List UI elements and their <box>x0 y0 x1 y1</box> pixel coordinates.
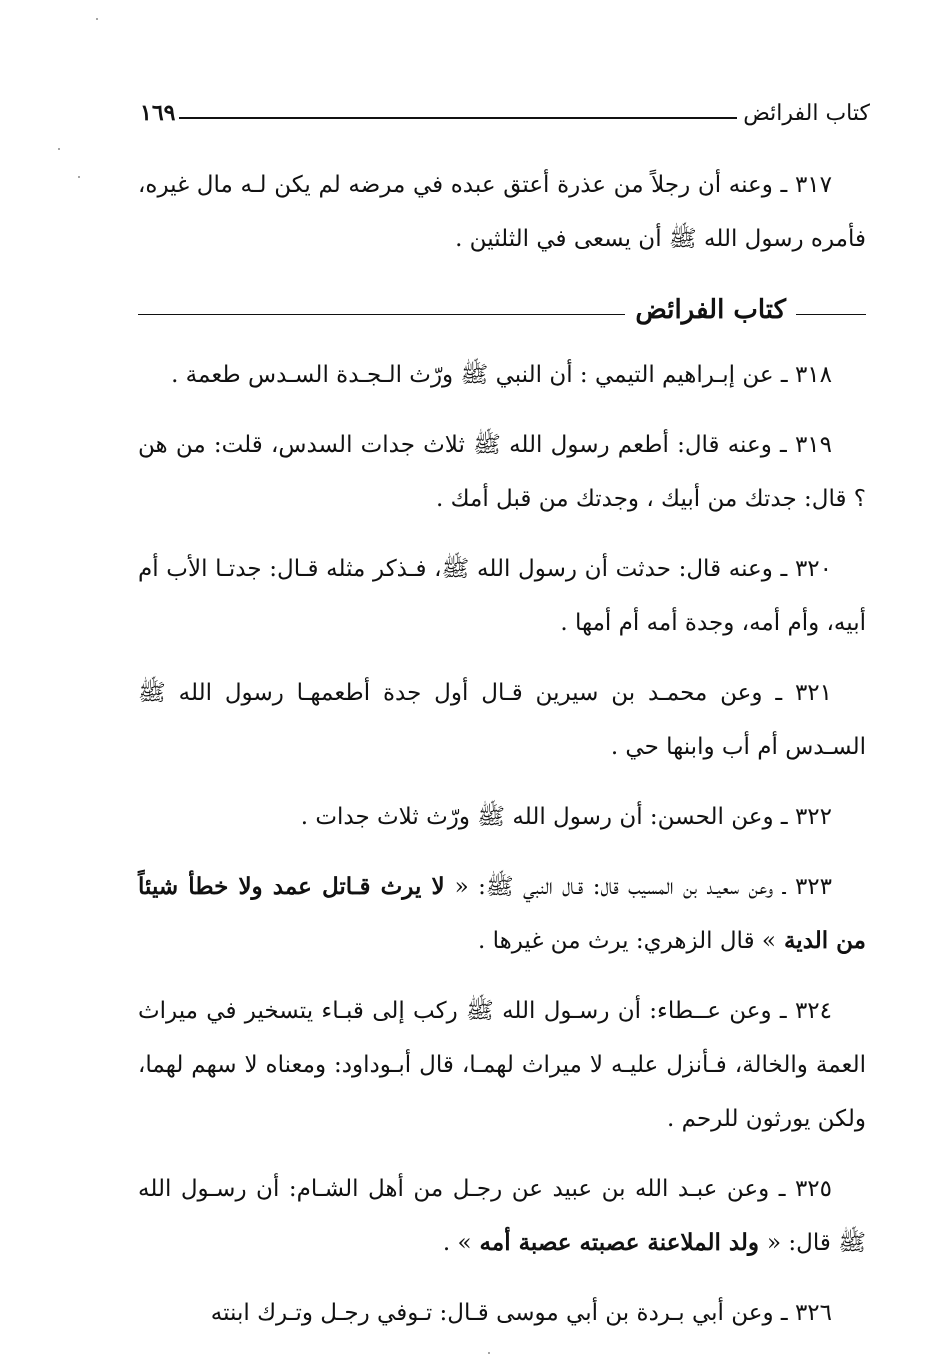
hadith-text: ـ وعن سعيـد بن المسيب قال: قـال النبي ﷺ: « <box>454 874 786 900</box>
hadith-text: ـ وعنه أن رجلاً من عذرة أعتق عبده في مرضه لم يكن لـه مال غيره، فأمره رسول الله ﷺ أن يسعى في الثلثين . <box>138 172 866 252</box>
hadith-text: ـ وعن الحسن: أن رسول الله ﷺ ورّث ثلاث جدات . <box>300 804 788 830</box>
chapter-rule-right <box>796 314 866 315</box>
hadith-324 <box>138 984 866 1146</box>
chapter-rule-left <box>138 314 625 315</box>
page-body <box>138 158 866 1356</box>
hadith-number: ٣١٩ <box>794 432 832 458</box>
hadith-text: ـ وعنه قال: حدثت أن رسول الله ﷺ، فـذكر مثله قـال: جدتـا الأب أم أبيه، وأم أمه، وجدة أمه أم أمها . <box>138 556 866 636</box>
hadith-323 <box>138 860 866 968</box>
page-number: ١٦٩ <box>140 100 176 126</box>
hadith-text: ـ وعن أبي بـردة بن أبي موسى قـال: تـوفي رجـل وتـرك ابنته <box>210 1300 788 1326</box>
hadith-number: ٣١٧ <box>794 172 832 198</box>
hadith-number: ٣٢١ <box>794 680 833 706</box>
chapter-heading <box>138 282 866 338</box>
scan-speck <box>78 176 80 178</box>
hadith-text: ـ وعن عبـد الله بن عبيد عن رجـل من أهل الشـام: أن رسـول الله ﷺ قال: « <box>138 1176 866 1256</box>
hadith-325 <box>138 1162 866 1270</box>
hadith-321 <box>138 666 866 774</box>
hadith-number: ٣٢٠ <box>794 556 832 582</box>
scan-speck <box>488 1352 490 1354</box>
hadith-317 <box>138 158 866 266</box>
hadith-number: ٣٢٦ <box>794 1300 832 1326</box>
quoted-saying: لا يرث قـاتل عمد ولا خطأ شيئاً من الدية <box>138 873 866 954</box>
hadith-number: ٣١٨ <box>794 362 832 388</box>
hadith-text-after: » . <box>442 1230 472 1256</box>
hadith-326 <box>138 1286 866 1340</box>
scan-speck <box>96 18 98 20</box>
header-rule <box>179 117 737 119</box>
hadith-number: ٣٢٤ <box>794 998 832 1024</box>
hadith-number: ٣٢٣ <box>794 874 832 900</box>
hadith-number: ٣٢٥ <box>794 1176 832 1202</box>
hadith-text: ـ وعنه قال: أطعم رسول الله ﷺ ثلاث جدات السدس، قلت: من هن ؟ قال: جدتك من أبيك ، وجدتك من قبل أمك . <box>138 432 866 512</box>
hadith-number: ٣٢٢ <box>794 804 832 830</box>
scan-speck <box>58 148 60 150</box>
hadith-text: ـ عن إبـراهيم التيمي : أن النبي ﷺ ورّث الـجـدة السـدس طعمة . <box>171 362 788 388</box>
chapter-title: كتاب الفرائض <box>635 295 786 325</box>
running-title: كتاب الفرائض <box>743 100 870 126</box>
running-header <box>140 96 870 130</box>
hadith-319 <box>138 418 866 526</box>
hadith-322 <box>138 790 866 844</box>
hadith-318 <box>138 348 866 402</box>
hadith-320 <box>138 542 866 650</box>
hadith-text-after: » قال الزهري: يرث من غيرها . <box>477 928 776 954</box>
hadith-text: ـ وعن محمـد بن سيرين قـال أول جدة أطعمهـا رسول الله ﷺ السـدس أم أب وابنها حي . <box>138 680 866 760</box>
hadith-text: ـ وعن عــطاء: أن رسـول الله ﷺ ركب إلى قبـاء يتسخير في ميراث العمة والخالة، فـأنزل عليـه لا ميراث لهمـا، قال أبـوداود: ومعناه لا سهم لهما، ولكن يورثون للرحم . <box>138 998 866 1132</box>
quoted-saying: ولد الملاعنة عصبته عصبة أمه <box>471 1229 768 1256</box>
